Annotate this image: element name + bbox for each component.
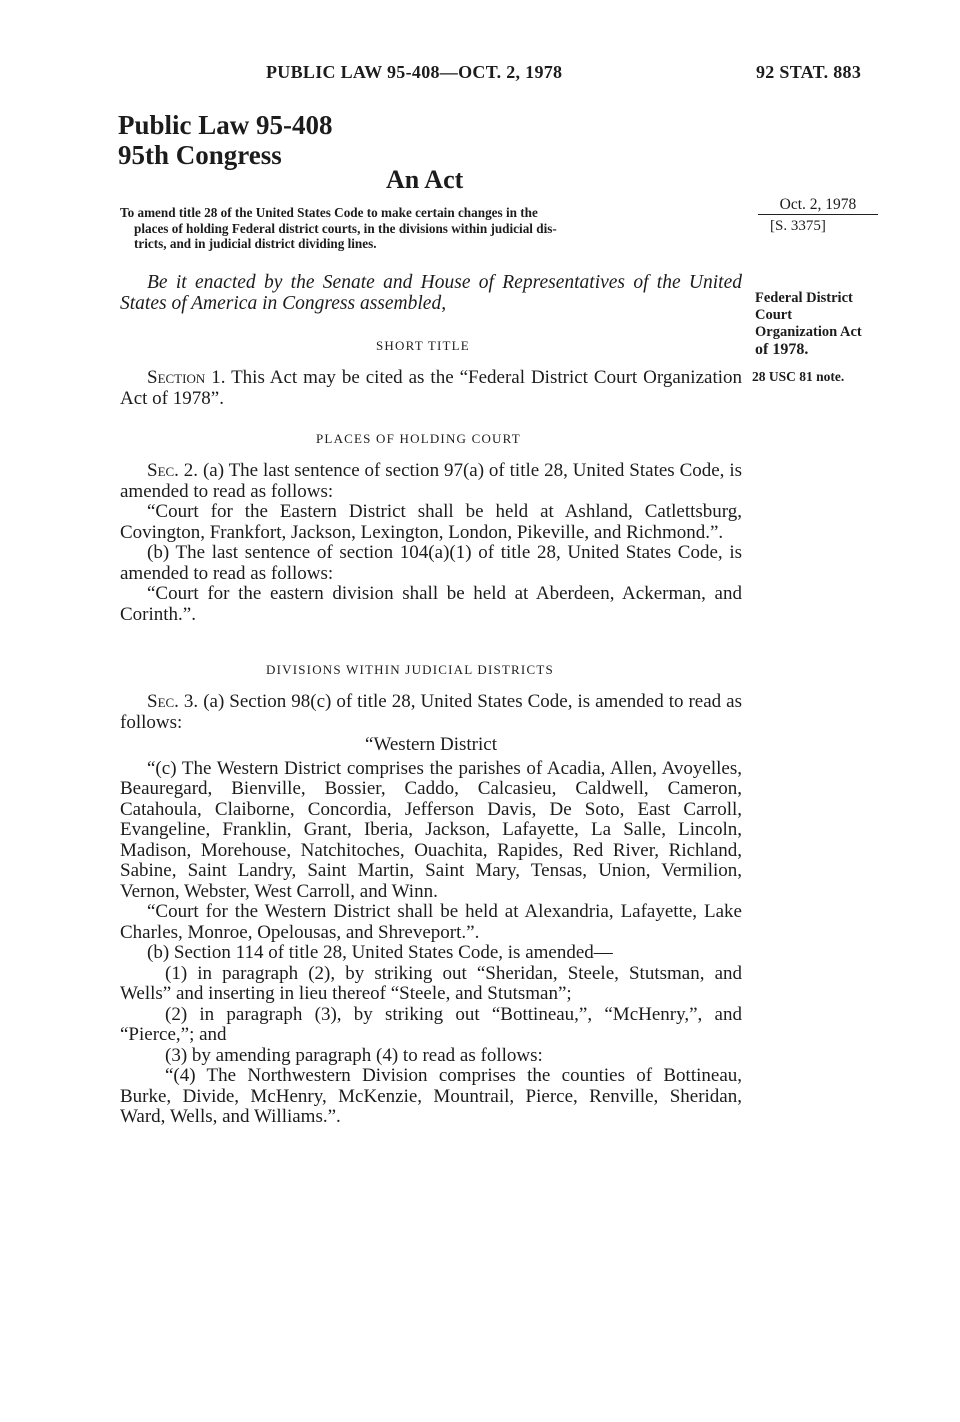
section-3-c-quote: “(c) The Western District comprises the parishes of Acadia, Allen, Avoyelles, Beauregard, Bienville, Bossier, Caddo, Calcasieu, Caldwell, Cameron, Catahoula, Claiborne, Concordia, Jefferson Davis, De Soto, East Carroll, Evangeline, Franklin, Grant, Iberia, Jackson, Lafayette, La Salle, Lincoln, Madison, Morehouse, Natchitoches, Ouachita, Rapides, Red River, Richland, Sabine, Saint Landry, Saint Martin, Saint Mary, Tensas, Union, Vermilion, Vernon, Webster, West Carroll, and Winn. [120, 757, 742, 902]
margin-note-line: Court [755, 307, 793, 323]
section-3-court-quote: “Court for the Western District shall be held at Alexandria, Lafayette, Lake Charles, Monroe, Opelousas, and Shreveport.”. [120, 901, 742, 943]
section-2-b-quote: “Court for the eastern division shall be held at Aberdeen, Ackerman, and Corinth.”. [120, 583, 742, 625]
section-body: (a) Section 98(c) of title 28, United States Code, is amended to read as follows: [120, 691, 742, 733]
purpose-line: places of holding Federal district courts, in the divisions within judicial dis- [134, 220, 557, 236]
section-body: This Act may be cited as the “Federal District Court Organization Act of 1978”. [120, 367, 742, 409]
section-label: Sec. 2. [147, 460, 199, 481]
margin-short-title-note [755, 290, 885, 358]
statute-page-reference: 92 STAT. 883 [756, 62, 862, 82]
margin-note-line: of 1978. [755, 341, 809, 358]
section-1 [120, 368, 742, 409]
section-2-a-quote: “Court for the Eastern District shall be held at Ashland, Catlettsburg, Covington, Frankfort, Jackson, Lexington, London, Pikeville, and Richmond.”. [120, 501, 742, 543]
margin-note-line: Organization Act [755, 324, 862, 340]
margin-date: Oct. 2, 1978 [758, 196, 878, 215]
act-heading: An Act [386, 165, 464, 194]
margin-usc-note: 28 USC 81 note. [752, 369, 845, 384]
law-title-block [118, 110, 333, 170]
act-purpose [120, 205, 740, 252]
running-head: PUBLIC LAW 95-408—OCT. 2, 1978 [266, 62, 563, 82]
section-label: Section 1. [147, 367, 226, 388]
margin-bill-number: [S. 3375] [770, 218, 826, 234]
section-3-center-heading: “Western District [365, 734, 497, 755]
section-3-b-2: (2) in paragraph (3), by striking out “Bottineau,”, “McHenry,”, and “Pierce,”; and [120, 1003, 742, 1045]
section-3-b-4-quote: “(4) The Northwestern Division comprises the counties of Bottineau, Burke, Divide, McHenry, McKenzie, Mountrail, Pierce, Renville, Sheridan, Ward, Wells, and Williams.”. [120, 1065, 742, 1127]
section-heading-places: PLACES OF HOLDING COURT [316, 431, 521, 446]
law-number: Public Law 95-408 [118, 110, 333, 140]
section-label: Sec. 3. [147, 691, 199, 712]
section-3-b-1: (1) in paragraph (2), by striking out “Sheridan, Steele, Stutsman, and Wells” and inserting in lieu thereof “Steele, and Stutsman”; [120, 962, 742, 1004]
purpose-line: tricts, and in judicial district dividing lines. [134, 236, 377, 251]
section-heading-short-title: SHORT TITLE [376, 338, 470, 353]
section-3 [120, 692, 742, 1128]
enacting-clause: Be it enacted by the Senate and House of Representatives of the United States of America in Congress assembled, [120, 272, 742, 314]
section-1-text [120, 368, 742, 409]
congress-number: 95th Congress [118, 140, 282, 170]
purpose-line: To amend title 28 of the United States Code to make certain changes in the [120, 205, 538, 220]
section-heading-divisions: DIVISIONS WITHIN JUDICIAL DISTRICTS [266, 662, 554, 677]
section-3-b-3: (3) by amending paragraph (4) to read as follows: [165, 1044, 543, 1066]
margin-note-line: Federal District [755, 290, 853, 306]
section-2 [120, 461, 742, 625]
section-2-b: (b) The last sentence of section 104(a)(1) of title 28, United States Code, is amended to read as follows: [120, 542, 742, 584]
section-2-a [120, 461, 742, 502]
section-body: (a) The last sentence of section 97(a) of title 28, United States Code, is amended to read as follows: [120, 460, 742, 502]
section-3-b: (b) Section 114 of title 28, United States Code, is amended— [147, 942, 613, 963]
section-3-a [120, 692, 742, 733]
